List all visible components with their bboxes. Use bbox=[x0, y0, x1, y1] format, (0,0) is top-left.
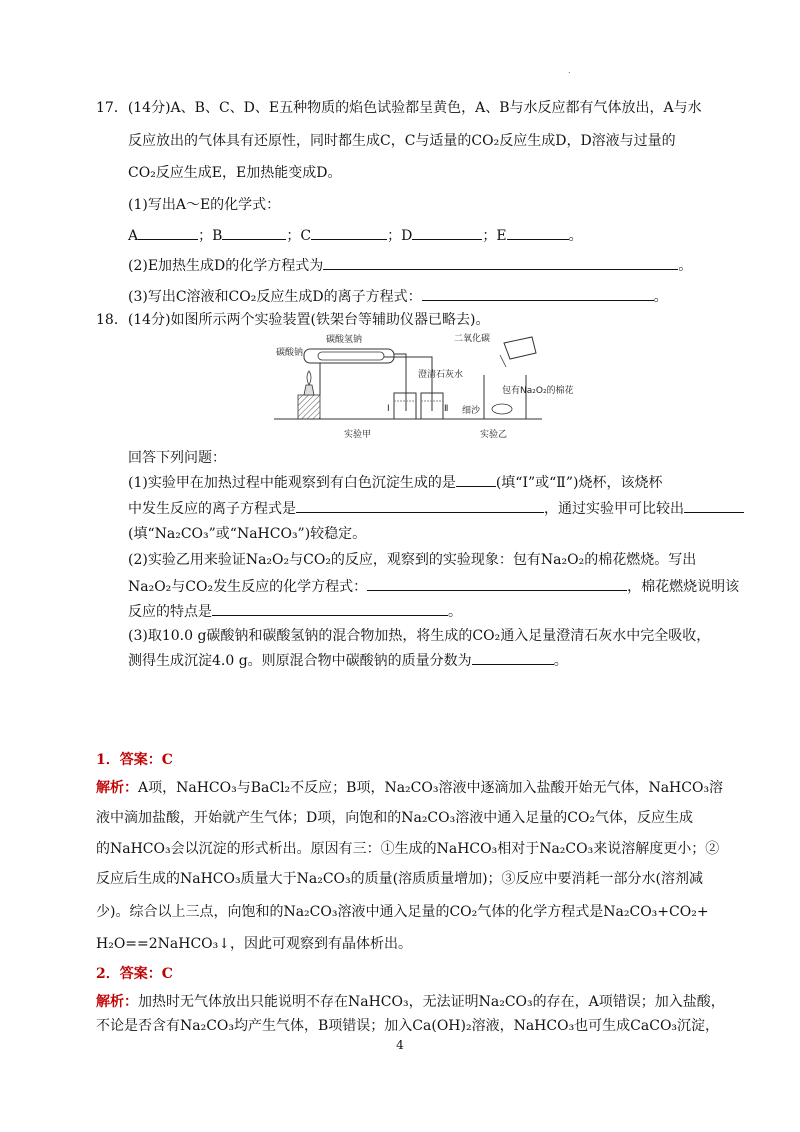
co2-bottle bbox=[504, 337, 536, 359]
flame bbox=[307, 371, 311, 385]
blank-beaker[interactable] bbox=[456, 472, 496, 487]
caption-b: 实验乙 bbox=[480, 430, 508, 440]
period: 。 bbox=[653, 289, 668, 305]
label-nahco3: 碳酸氢钠 bbox=[326, 335, 363, 345]
blank-chem-eq[interactable] bbox=[367, 576, 627, 591]
beaker-b bbox=[484, 375, 526, 419]
cotton-ball bbox=[492, 404, 512, 414]
inner-tube bbox=[318, 352, 384, 360]
blank-b[interactable] bbox=[222, 225, 286, 240]
answer-1-line-2: 液中滴加盐酸，开始就产生气体；D项，向饱和的Na₂CO₃溶液中通入足量的CO₂气体，反应生成 bbox=[96, 810, 694, 826]
q18-line-8 bbox=[128, 601, 462, 622]
q18-line-1: 18．(14分)如图所示两个实验装置(铁架台等辅助仪器已略去)。 bbox=[96, 312, 490, 328]
blank-d[interactable] bbox=[412, 225, 482, 240]
label-sand: 细沙 bbox=[462, 406, 481, 416]
answer-1-line-5: 少)。综合以上三点，向饱和的Na₂CO₃溶液中通入足量的CO₂气体的化学方程式是Na₂CO₃+CO₂+ bbox=[96, 904, 709, 920]
blank-ionic-equation[interactable] bbox=[422, 286, 654, 301]
label-b: ；B bbox=[198, 228, 223, 244]
q17-sub2-text: (2)E加热生成D的化学方程式为 bbox=[128, 258, 324, 274]
q17-line-1: 17．(14分)A、B、C、D、E五种物质的焰色试验都呈黄色，A、B与水反应都有气体放出，A与水 bbox=[96, 100, 702, 116]
delivery-tube-1 bbox=[394, 354, 406, 411]
answer-2-line-2: 不论是否含有Na₂CO₃均产生气体，B项错误；加入Ca(OH)₂溶液，NaHCO₃也可生成CaCO₃沉淀， bbox=[96, 1018, 720, 1034]
label-d: ；D bbox=[387, 228, 413, 244]
q18-line-10 bbox=[128, 650, 568, 671]
page-number: 4 bbox=[396, 1038, 404, 1052]
analysis-label: 解析： bbox=[96, 780, 138, 796]
label-co2: 二氧化碳 bbox=[454, 334, 491, 344]
label-cotton: 包有Na₂O₂的棉花 bbox=[502, 386, 574, 396]
answer-2-line-1 bbox=[96, 992, 725, 1012]
q17-line-2: 反应放出的气体具有还原性，同时都生成C，C与适量的CO₂反应生成D，D溶液与过量的 bbox=[128, 133, 676, 149]
delivery-tube-2 bbox=[384, 357, 432, 411]
analysis-label: 解析： bbox=[96, 994, 138, 1010]
q18-line-2: 回答下列问题： bbox=[128, 450, 226, 466]
analysis-text: A项，NaHCO₃与BaCl₂不反应；B项，Na₂CO₃溶液中逐滴加入盐酸开始无气体，NaHCO₃溶 bbox=[138, 780, 724, 796]
q17-line-5 bbox=[128, 225, 583, 246]
q18-line-4 bbox=[128, 498, 744, 519]
period: 。 bbox=[448, 604, 462, 620]
q18-sub2-text: Na₂O₂与CO₂发生反应的化学方程式： bbox=[128, 579, 368, 595]
blank-e-equation[interactable] bbox=[323, 255, 678, 270]
caption-a: 实验甲 bbox=[344, 430, 372, 440]
q18-sub1-text: (1)实验甲在加热过程中能观察到有白色沉淀生成的是 bbox=[128, 475, 456, 491]
analysis-text: 加热时无气体放出只能说明不存在NaHCO₃，无法证明Na₂CO₃的存在，A项错误；加入盐酸， bbox=[138, 994, 725, 1010]
q18-sub1-mid: (填“Ⅰ”或“Ⅱ”)烧杯，该烧杯 bbox=[495, 475, 663, 491]
alcohol-lamp bbox=[304, 385, 314, 395]
label-II: Ⅱ bbox=[444, 404, 449, 414]
blank-feature[interactable] bbox=[212, 601, 448, 616]
period: 。 bbox=[678, 258, 693, 274]
label-a: A bbox=[128, 228, 139, 244]
answer-1-line-3: 的NaHCO₃会以沉淀的形式析出。原因有三：①生成的NaHCO₃相对于Na₂CO₃来说溶解度更小；② bbox=[96, 841, 720, 857]
q18-line-5: (填“Na₂CO₃”或“NaHCO₃”)较稳定。 bbox=[128, 526, 367, 542]
label-I: Ⅰ bbox=[387, 404, 390, 414]
period: 。 bbox=[553, 653, 568, 669]
q18-sub2-feature: 反应的特点是 bbox=[128, 604, 212, 620]
q18-sub1-compare: ，通过实验甲可比较出 bbox=[544, 501, 684, 517]
experiment-figure bbox=[274, 333, 574, 443]
q17-line-3: CO₂反应生成E，E加热能变成D。 bbox=[128, 165, 342, 181]
q18-line-9: (3)取10.0 g碳酸钠和碳酸氢钠的混合物加热，将生成的CO₂通入足量澄清石灰水中完全吸收， bbox=[128, 628, 711, 644]
beaker-I bbox=[394, 393, 416, 419]
label-na2co3: 碳酸钠 bbox=[276, 348, 304, 358]
q17-sub3-text: (3)写出C溶液和CO₂反应生成D的离子方程式： bbox=[128, 289, 422, 305]
label-c: ；C bbox=[286, 228, 312, 244]
q17-line-6 bbox=[128, 255, 692, 276]
outer-tube bbox=[304, 349, 394, 363]
q18-sub1-ion-text: 中发生反应的离子方程式是 bbox=[128, 501, 296, 517]
co2-stream bbox=[500, 355, 506, 367]
period: 。 bbox=[568, 228, 583, 244]
answer-2-title: 2．答案：C bbox=[96, 966, 173, 982]
label-limewater: 澄清石灰水 bbox=[418, 370, 464, 380]
answer-1-line-4: 反应后生成的NaHCO₃质量大于Na₂CO₃的质量(溶质质量增加)；③反应中要消耗一部分水(溶剂减 bbox=[96, 871, 704, 887]
blank-c[interactable] bbox=[311, 225, 387, 240]
blank-ion-eq[interactable] bbox=[296, 498, 544, 513]
q17-line-4: (1)写出A～E的化学式： bbox=[128, 197, 281, 213]
answer-1-title: 1．答案：C bbox=[96, 752, 173, 768]
stand-block bbox=[298, 395, 320, 419]
corner-mark: . bbox=[568, 66, 571, 75]
q18-line-6: (2)实验乙用来验证Na₂O₂与CO₂的反应，观察到的实验现象：包有Na₂O₂的棉花燃烧。写出 bbox=[128, 552, 697, 568]
q18-sub3-text: 测得生成沉淀4.0 g。则原混合物中碳酸钠的质量分数为 bbox=[128, 653, 472, 669]
label-e: ；E bbox=[482, 228, 507, 244]
q18-line-3 bbox=[128, 472, 662, 493]
blank-stable[interactable] bbox=[684, 498, 744, 513]
blank-mass-fraction[interactable] bbox=[472, 650, 554, 665]
answer-1-line-1 bbox=[96, 778, 723, 798]
q18-line-7 bbox=[128, 576, 739, 597]
q18-sub2-mid: ，棉花燃烧说明该 bbox=[627, 579, 740, 595]
q17-line-7 bbox=[128, 286, 668, 307]
blank-e[interactable] bbox=[507, 225, 569, 240]
blank-a[interactable] bbox=[138, 225, 198, 240]
answer-1-line-6: H₂O==2NaHCO₃↓，因此可观察到有晶体析出。 bbox=[96, 936, 413, 952]
